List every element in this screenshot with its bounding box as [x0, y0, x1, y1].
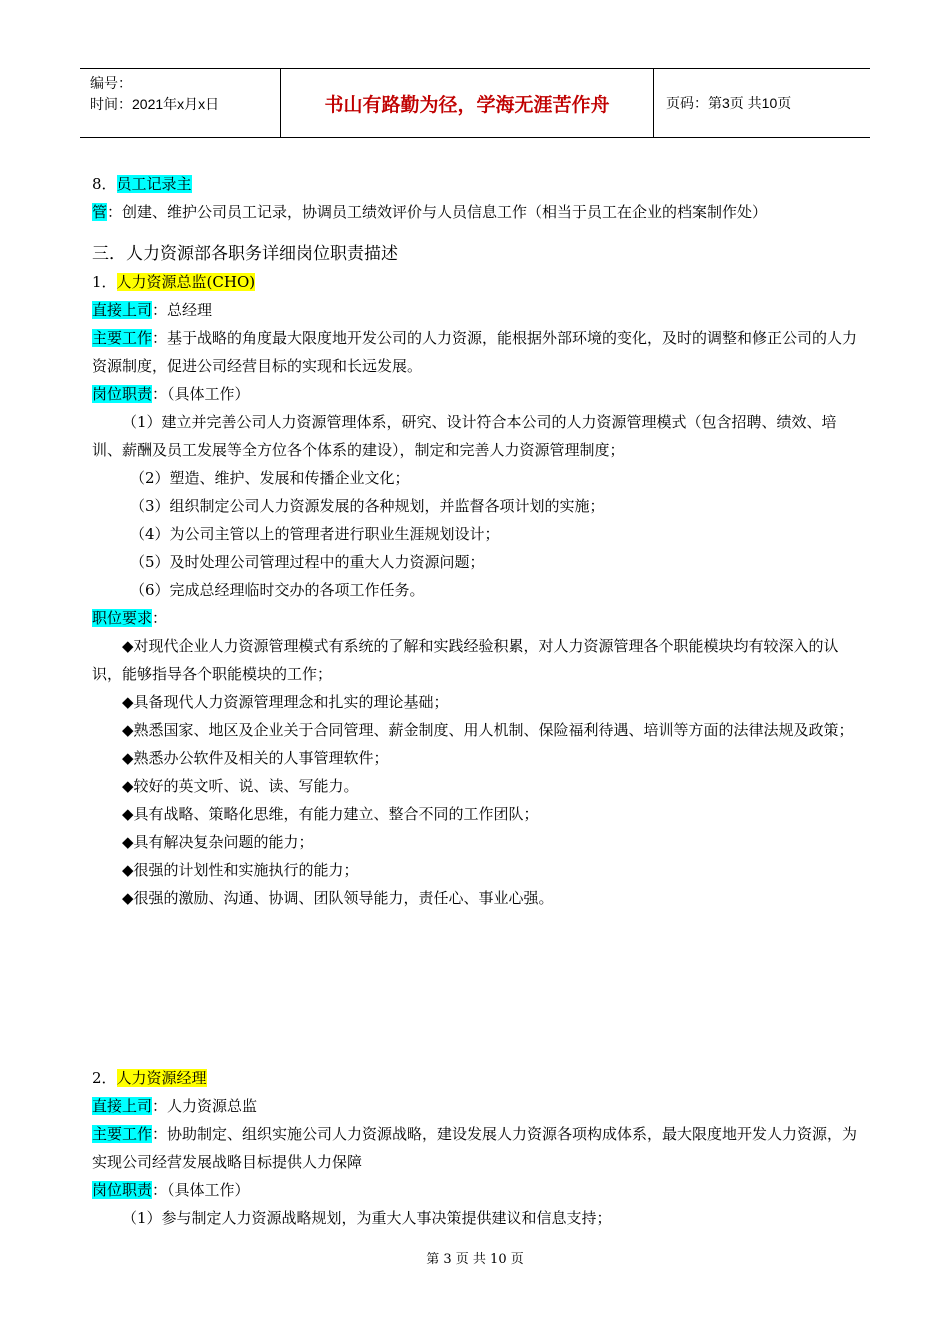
- cho-duty-item: （3）组织制定公司人力资源发展的各种规划，并监督各项计划的实施；: [130, 497, 605, 515]
- cho-title: 人力资源总监(CHO): [116, 273, 256, 291]
- cho-requirement-item: ◆较好的英文听、说、读、写能力。: [122, 777, 359, 795]
- hrm-main-label: 主要工作: [92, 1125, 153, 1143]
- cho-requirement-item: ◆很强的计划性和实施执行的能力；: [122, 861, 359, 879]
- hrm-duty-item: （1）参与制定人力资源战略规划，为重大人事决策提供建议和信息支持；: [122, 1209, 612, 1227]
- hrm-duty-value: ：（具体工作）: [152, 1181, 250, 1199]
- cho-requirement-item: ◆熟悉办公软件及相关的人事管理软件；: [122, 749, 389, 767]
- item-8-text: ：创建、维护公司员工记录，协调员工绩效评价与人员信息工作（相当于员工在企业的档案制作处）: [107, 203, 768, 221]
- page-header: [80, 68, 870, 138]
- cho-main-label: 主要工作: [92, 329, 153, 347]
- item-8-paragraph: [92, 170, 864, 226]
- cho-requirement-item: ◆具备现代人力资源管理理念和扎实的理论基础；: [122, 693, 449, 711]
- cho-requirement-item: ◆具有解决复杂问题的能力；: [122, 833, 314, 851]
- cho-requirement-item: ◆对现代企业人力资源管理模式有系统的了解和实践经验积累，对人力资源管理各个职能模块均有较深入的认识，能够指导各个职能模块的工作；: [92, 637, 839, 683]
- header-page-label: 页码：第3页 共10页: [666, 95, 792, 111]
- hrm-title: 人力资源经理: [116, 1069, 207, 1087]
- cho-requirement-item: ◆很强的激励、沟通、协调、团队领导能力，责任心、事业心强。: [122, 889, 554, 907]
- cho-boss: [92, 296, 864, 324]
- hrm-number: 2．: [92, 1069, 117, 1087]
- document-date-label: 时间：2021年x月x日: [90, 96, 220, 112]
- document-number-label: 编号：: [90, 75, 132, 91]
- cho-duty-label: 岗位职责: [92, 385, 153, 403]
- section-3-heading: 三．人力资源部各职务详细岗位职责描述: [92, 244, 398, 264]
- cho-requirements-heading: [92, 604, 864, 632]
- cho-duty-item: （5）及时处理公司管理过程中的重大人力资源问题；: [130, 553, 485, 571]
- cho-main-value: ：基于战略的角度最大限度地开发公司的人力资源，能根据外部环境的变化，及时的调整和修正公司的人力资源制度，促进公司经营目标的实现和长远发展。: [92, 329, 858, 375]
- cho-duty-item: （4）为公司主管以上的管理者进行职业生涯规划设计；: [130, 525, 500, 543]
- cho-main-work: [92, 324, 864, 380]
- item-8-number: 8．: [92, 175, 117, 193]
- cho-duty-value: ：（具体工作）: [152, 385, 250, 403]
- cho-boss-value: ：总经理: [152, 301, 213, 319]
- cho-duty-item: （2）塑造、维护、发展和传播企业文化；: [130, 469, 410, 487]
- hrm-boss-value: ：人力资源总监: [152, 1097, 258, 1115]
- cho-req-label: 职位要求: [92, 609, 153, 627]
- hrm-boss: [92, 1092, 864, 1120]
- blank-spacer: [92, 912, 864, 1064]
- page-footer: 第 3 页 共 10 页: [426, 1252, 524, 1267]
- cho-requirement-item: ◆熟悉国家、地区及企业关于合同管理、薪金制度、用人机制、保险福利待遇、培训等方面的法律法规及政策；: [122, 721, 854, 739]
- header-motto: 书山有路勤为径，学海无涯苦作舟: [281, 69, 654, 137]
- hrm-boss-label: 直接上司: [92, 1097, 153, 1115]
- item-8-title: 员工记录主管: [92, 175, 192, 221]
- hrm-heading: [92, 1064, 864, 1092]
- hrm-main-work: [92, 1120, 864, 1176]
- header-left-cell: [80, 69, 281, 137]
- cho-duty-heading: [92, 380, 864, 408]
- hrm-duty-heading: [92, 1176, 864, 1204]
- cho-heading: [92, 268, 864, 296]
- cho-number: 1．: [92, 273, 117, 291]
- cho-duty-item: （1）建立并完善公司人力资源管理体系，研究、设计符合本公司的人力资源管理模式（包含招聘、绩效、培训、薪酬及员工发展等全方位各个体系的建设），制定和完善人力资源管理制度；: [92, 413, 837, 459]
- cho-req-colon: ：: [152, 609, 168, 627]
- hrm-main-value: ：协助制定、组织实施公司人力资源战略，建设发展人力资源各项构成体系，最大限度地开发人力资源，为实现公司经营发展战略目标提供人力保障: [92, 1125, 858, 1171]
- cho-requirement-item: ◆具有战略、策略化思维，有能力建立、整合不同的工作团队；: [122, 805, 539, 823]
- document-body: [92, 170, 864, 1232]
- cho-duty-item: （6）完成总经理临时交办的各项工作任务。: [130, 581, 425, 599]
- cho-boss-label: 直接上司: [92, 301, 153, 319]
- hrm-duty-label: 岗位职责: [92, 1181, 153, 1199]
